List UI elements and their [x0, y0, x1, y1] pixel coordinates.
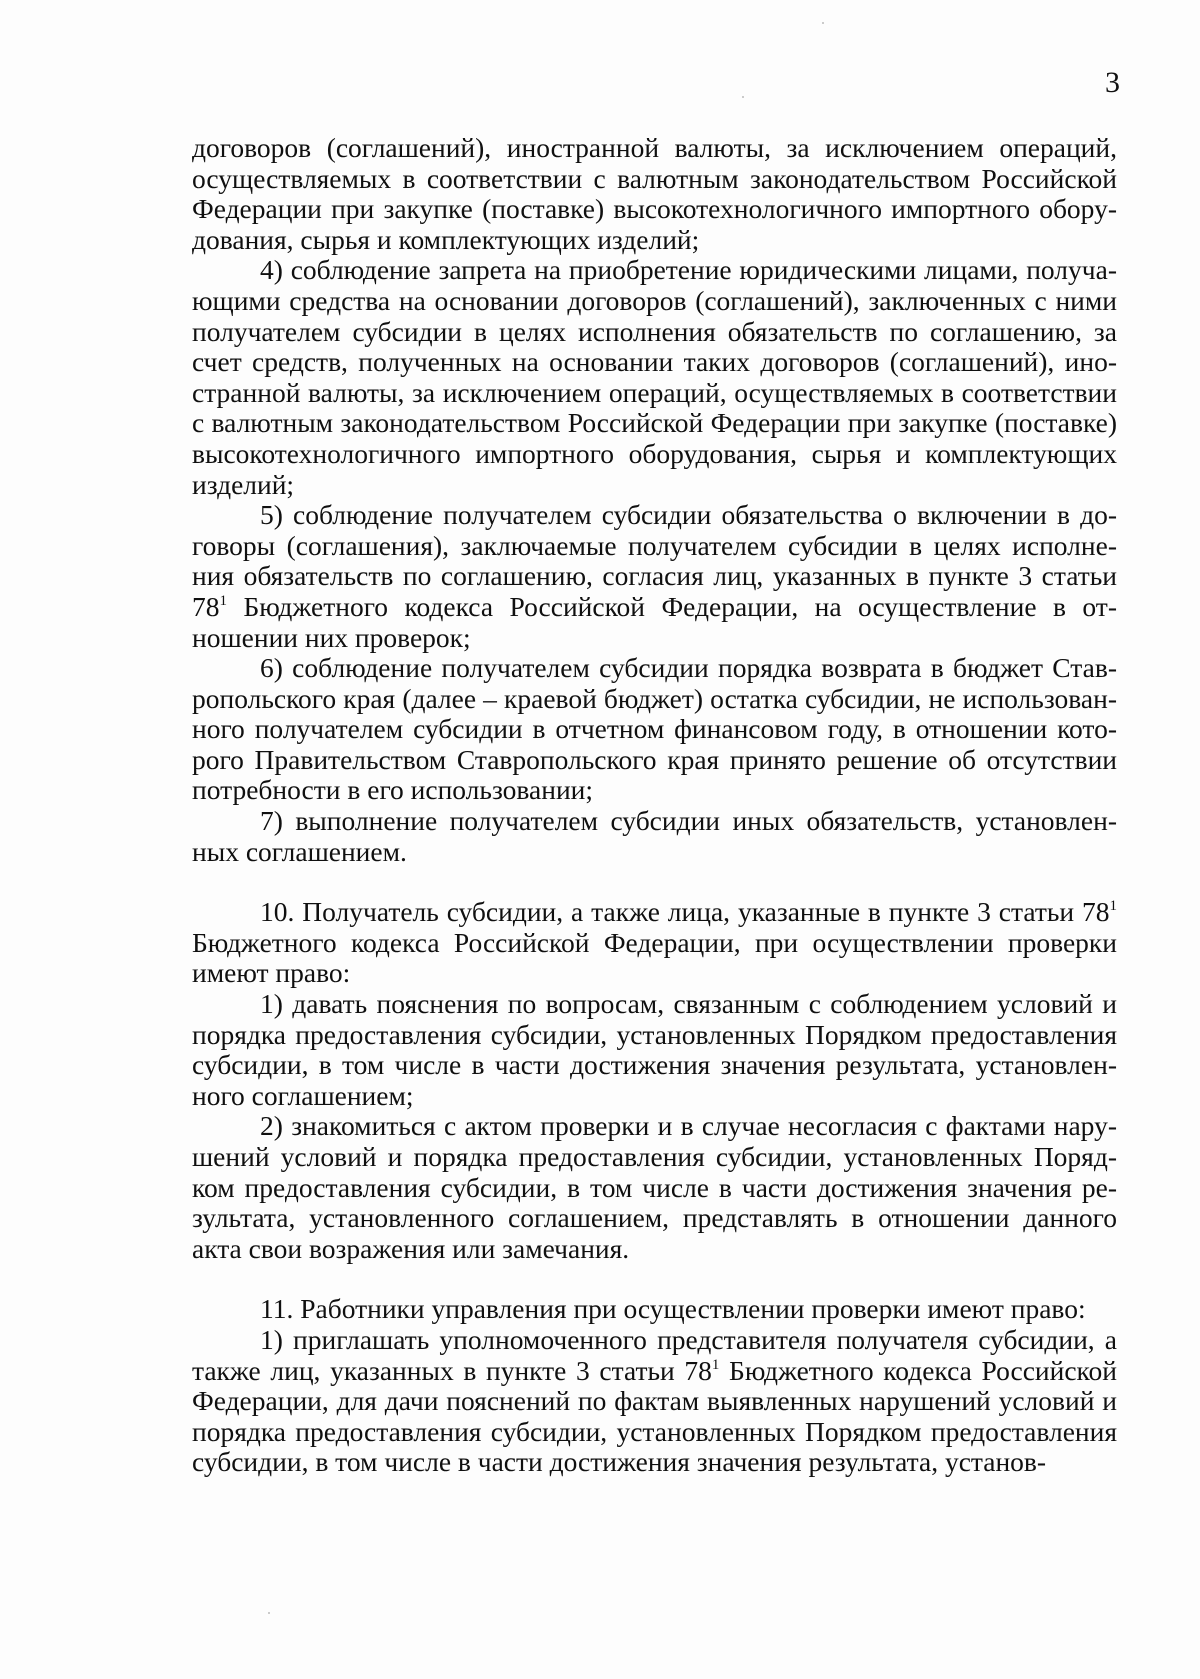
document-body-text: [192, 133, 1117, 1478]
paragraph-text: Бюджетного кодекса Российской Федерации, для дачи пояснений по фактам выявленных нарушений условий и порядка предоставления субсидии, установленных Порядком предоставления субсидии, в том числе в части достижения значения результата, установ-: [192, 1354, 1117, 1478]
paragraph-text: Бюджетного кодекса Российской Федерации, на осуществление в отношении них проверок;: [192, 590, 1117, 653]
paragraph-p-item-6: 6) соблюдение получателем субсидии порядка возврата в бюджет Ставропольского края (далее – краевой бюджет) остатка субсидии, не использованного получателем субсидии в отчетном финансовом году, в отношении которого Правительством Ставропольского края принято решение об отсутствии потребности в его использовании;: [192, 652, 1117, 806]
scan-speck: [268, 1612, 270, 1614]
page-number: 3: [1105, 66, 1120, 99]
paragraph-p-item-5: [192, 500, 1117, 653]
paragraph-text: 5) соблюдение получателем субсидии обязательства о включении в договоры (соглашения), заключаемые получателем субсидии в целях исполнения обязательств по соглашению, согласия лиц, указанных в пункте 3 статьи 78: [192, 499, 1117, 622]
paragraph-p-section-10: [192, 897, 1117, 989]
paragraph-text: 1) приглашать уполномоченного представителя получателя субсидии, а также лиц, указанных в пункте 3 статьи 78: [192, 1323, 1117, 1386]
scan-speck: [742, 96, 744, 98]
paragraph-p-10-item-2: 2) знакомиться с актом проверки и в случае несогласия с фактами нарушений условий и порядка предоставления субсидии, установленных Порядком предоставления субсидии, в том числе в части достижения значения результата, установленного соглашением, представлять в отношении данного акта свои возражения или замечания.: [192, 1110, 1117, 1264]
paragraph-text: 10. Получатель субсидии, а также лица, указанные в пункте 3 статьи 78: [260, 896, 1110, 928]
paragraph-p-11-item-1: [192, 1325, 1117, 1478]
paragraph-text: Бюджетного кодекса Российской Федерации, при осуществлении проверки имеют право:: [192, 926, 1117, 989]
paragraph-p-10-item-1: 1) давать пояснения по вопросам, связанным с соблюдением условий и порядка предоставления субсидии, установленных Порядком предоставления субсидии, в том числе в части достижения значения результата, установленного соглашением;: [192, 988, 1117, 1111]
paragraph-p-cont-3: договоров (соглашений), иностранной валюты, за исключением операций, осуществляемых в соответствии с валютным законодательством Российской Федерации при закупке (поставке) высокотехнологичного импортного оборудования, сырья и комплектующих изделий;: [192, 132, 1117, 255]
superscript: 1: [1109, 898, 1117, 915]
superscript: 1: [219, 592, 227, 609]
paragraph-p-item-4: 4) соблюдение запрета на приобретение юридическими лицами, получающими средства на основании договоров (соглашений), заключенных с ними получателем субсидии в целях исполнения обязательств по соглашению, за счет средств, полученных на основании таких договоров (соглашений), иностранной валюты, за исключением операций, осуществляемых в соответствии с валютным законодательством Российской Федерации при закупке (поставке) высокотехнологичного импортного оборудования, сырья и комплектующих изделий;: [192, 254, 1117, 500]
superscript: 1: [711, 1356, 720, 1373]
scan-speck: [822, 22, 824, 24]
paragraph-p-item-7: 7) выполнение получателем субсидии иных обязательств, установленных соглашением.: [192, 805, 1117, 867]
paragraph-p-section-11: 11. Работники управления при осуществлении проверки имеют право:: [260, 1293, 1086, 1325]
